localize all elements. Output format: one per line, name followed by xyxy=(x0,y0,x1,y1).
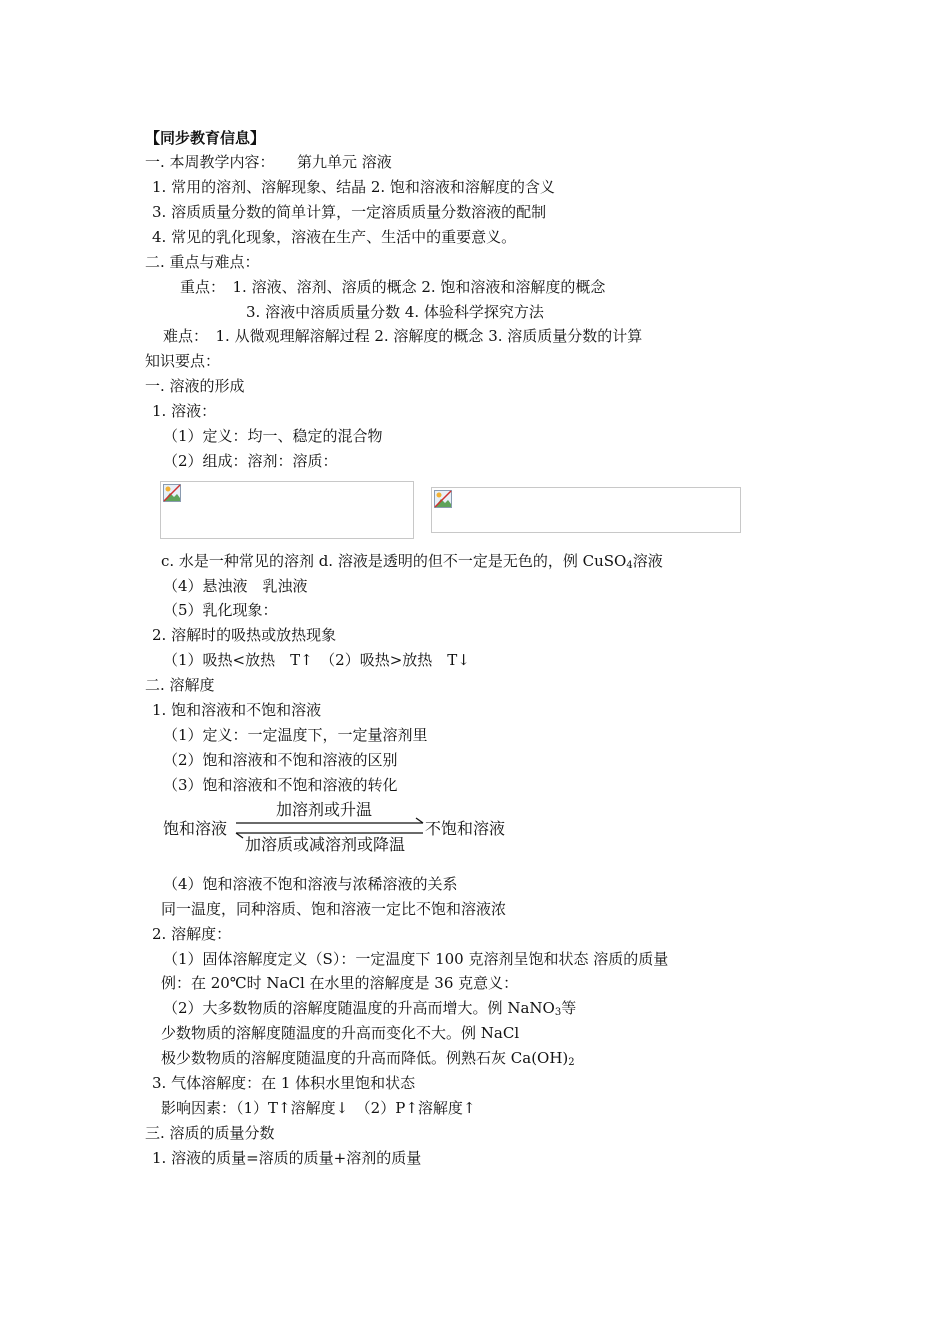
line-gas-solubility: 3. 气体溶解度：在 1 体积水里饱和状态 xyxy=(152,1074,416,1092)
heading-mass-fraction: 三. 溶质的质量分数 xyxy=(145,1124,275,1142)
broken-image-icon xyxy=(163,484,181,502)
line-saturated-convert: （3）饱和溶液和不饱和溶液的转化 xyxy=(163,776,398,794)
line-influencing-factors: 影响因素：（1）T↑溶解度↓ （2）P↑溶解度↑ xyxy=(161,1099,476,1117)
section-header: 【同步教育信息】 xyxy=(145,129,266,147)
line-item-1: 1. 常用的溶剂、溶解现象、结晶 2. 饱和溶液和溶解度的含义 xyxy=(152,178,555,196)
heading-solubility: 二. 溶解度 xyxy=(145,676,215,694)
line-composition: （2）组成：溶剂：溶质： xyxy=(163,452,338,470)
line-solution-mass: 1. 溶液的质量=溶质的质量+溶剂的质量 xyxy=(152,1149,422,1167)
diagram-bottom-label: 加溶质或减溶剂或降温 xyxy=(245,835,406,854)
line-solubility-title: 2. 溶解度： xyxy=(152,925,232,943)
diagram-right-label: 不饱和溶液 xyxy=(425,819,506,838)
line-water-solvent: c. 水是一种常见的溶剂 d. 溶液是透明的但不一定是无色的，例 CuSO$_4$溶液 xyxy=(161,552,663,571)
line-solution: 1. 溶液： xyxy=(152,402,217,420)
line-suspension: （4）悬浊液 乳浊液 xyxy=(163,577,308,595)
line-saturated-diff: （2）饱和溶液和不饱和溶液的区别 xyxy=(163,751,398,769)
image-placeholder-2 xyxy=(431,487,741,533)
line-difficulties: 难点： 1. 从微观理解溶解过程 2. 溶解度的概念 3. 溶质质量分数的计算 xyxy=(163,327,643,345)
line-key-points-heading: 二. 重点与难点： xyxy=(145,253,260,271)
line-nacl-example: 例：在 20℃时 NaCl 在水里的溶解度是 36 克意义： xyxy=(161,974,519,992)
broken-image-icon xyxy=(434,490,452,508)
diagram-left-label: 饱和溶液 xyxy=(163,819,228,838)
line-emulsification: （5）乳化现象： xyxy=(163,601,278,619)
line-item-4: 4. 常见的乳化现象，溶液在生产、生活中的重要意义。 xyxy=(152,228,517,246)
line-most-substances: （2）大多数物质的溶解度随温度的升高而增大。例 NaNO$_3$等 xyxy=(163,999,577,1018)
line-solid-solubility-def: （1）固体溶解度定义（S）：一定温度下 100 克溶剂呈饱和状态 溶质的质量 xyxy=(163,950,669,968)
line-key-points-cont: 3. 溶液中溶质质量分数 4. 体验科学探究方法 xyxy=(246,303,544,321)
line-very-few-substances: 极少数物质的溶解度随温度的升高而降低。例熟石灰 $Ca(OH)_2$ xyxy=(161,1049,575,1068)
reversible-arrow xyxy=(163,800,513,860)
line-same-temperature: 同一温度，同种溶质、饱和溶液一定比不饱和溶液浓 xyxy=(161,900,507,918)
line-concentration-relation: （4）饱和溶液不饱和溶液与浓稀溶液的关系 xyxy=(163,875,458,893)
line-teaching-content: 一. 本周教学内容： 第九单元 溶液 xyxy=(145,153,392,171)
diagram-top-label: 加溶剂或升温 xyxy=(276,800,373,819)
image-placeholder-1 xyxy=(160,481,414,539)
line-key-points: 重点： 1. 溶液、溶剂、溶质的概念 2. 饱和溶液和溶解度的概念 xyxy=(180,278,606,296)
line-few-substances: 少数物质的溶解度随温度的升高而变化不大。例 NaCl xyxy=(161,1024,520,1042)
line-definition: （1）定义：均一、稳定的混合物 xyxy=(163,427,383,445)
line-heat-phenomena: 2. 溶解时的吸热或放热现象 xyxy=(152,626,337,644)
line-knowledge-points: 知识要点： xyxy=(145,352,221,370)
line-item-3: 3. 溶质质量分数的简单计算，一定溶质质量分数溶液的配制 xyxy=(152,203,547,221)
line-saturated-def: （1）定义：一定温度下，一定量溶剂里 xyxy=(163,726,428,744)
line-saturated: 1. 饱和溶液和不饱和溶液 xyxy=(152,701,322,719)
line-heat-relations: （1）吸热<放热 T↑ （2）吸热>放热 T↓ xyxy=(163,651,470,669)
conversion-diagram xyxy=(163,800,513,860)
heading-solution-formation: 一. 溶液的形成 xyxy=(145,377,245,395)
